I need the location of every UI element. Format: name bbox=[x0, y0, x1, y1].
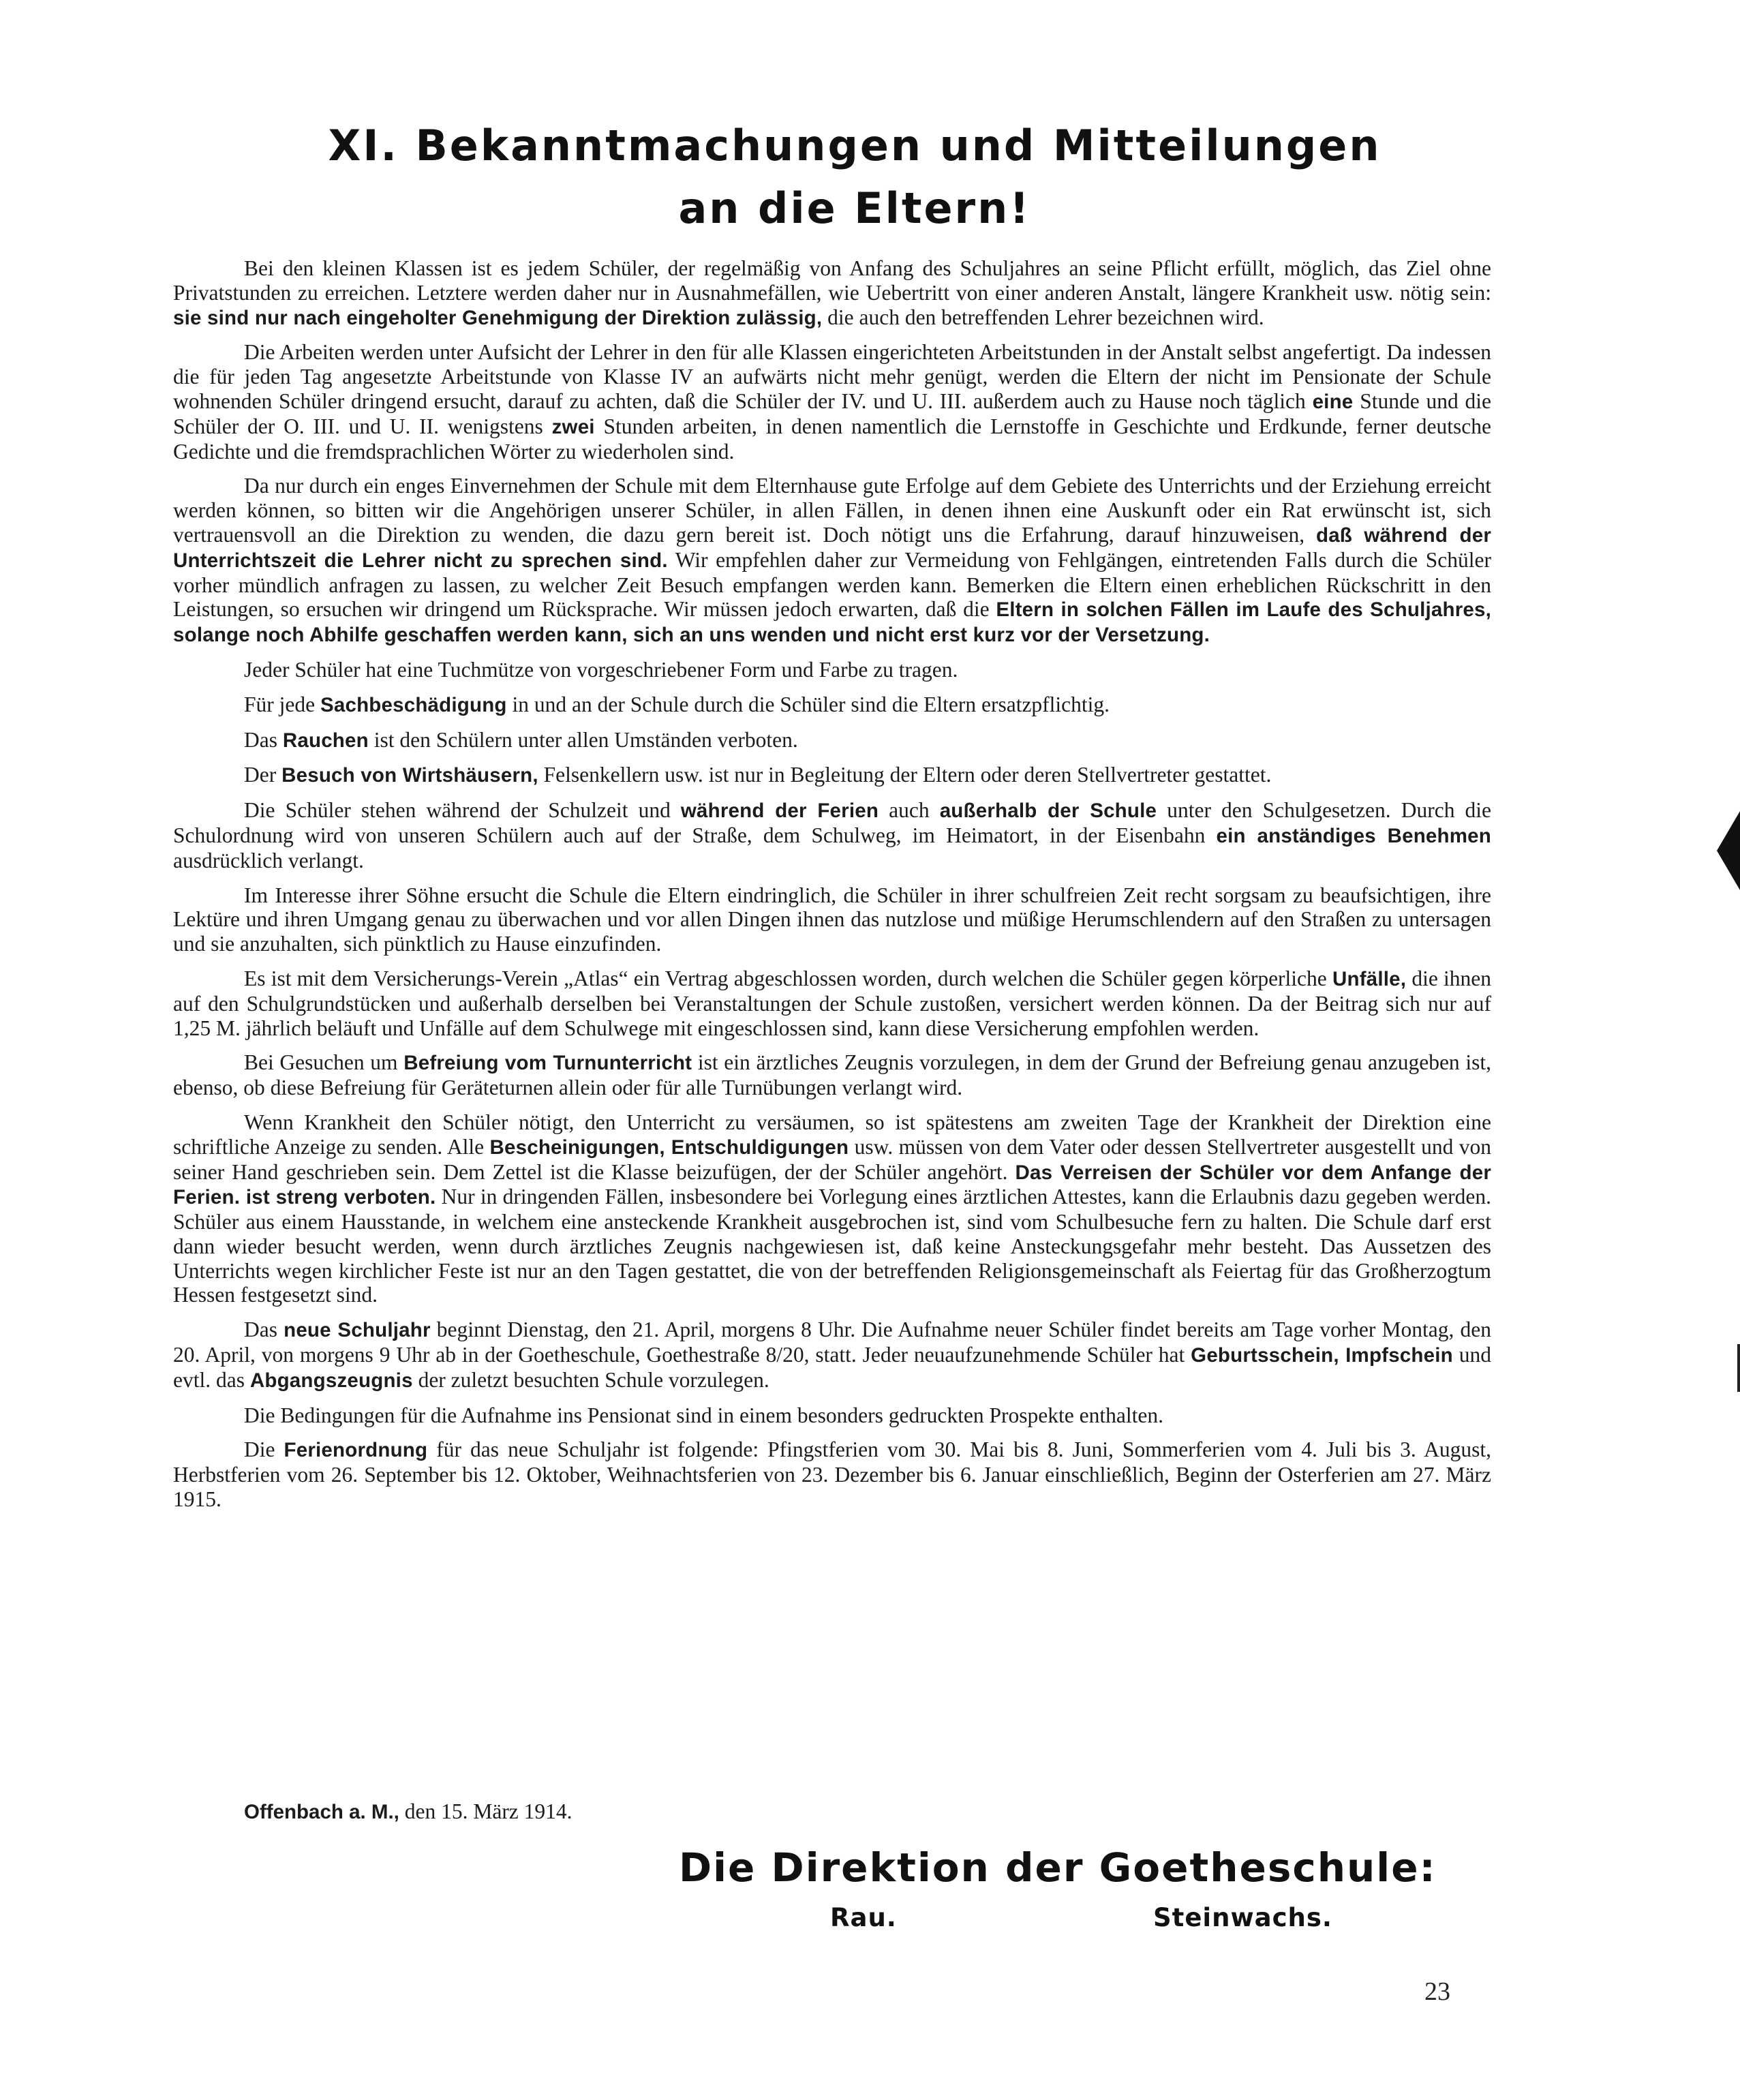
paragraph bbox=[173, 1050, 1491, 1100]
paragraph bbox=[173, 883, 1491, 956]
emphasized-text: zwei bbox=[551, 415, 595, 438]
paragraph bbox=[173, 474, 1491, 648]
emphasized-text: Unfälle, bbox=[1332, 967, 1407, 990]
emphasized-text: während der Ferien bbox=[680, 800, 879, 823]
emphasized-text: Befreiung vom Turnunterricht bbox=[403, 1052, 692, 1075]
signature-heading: Die Direktion der Goetheschule: bbox=[679, 1844, 1437, 1891]
text-segment: beginnt Dienstag, den 21. April, morgens 8 Uhr. Die Aufnahme neuer Schüler findet bereits am Tage vorher Montag, den 20. April, von morgens 9 Uhr ab in der Goetheschule, Goethestraße 8/20, statt. Jeder neuaufzunehmende Schüler hat bbox=[173, 1318, 1491, 1367]
emphasized-text: Ferienordnung bbox=[284, 1439, 428, 1462]
text-segment: Wir empfehlen daher zur Vermeidung von Fehlgängen, eintretenden Falls durch die Schüler vorher mündlich anfragen zu lassen, zu welcher Zeit Besuch empfangen werden kann. Bemerken die Eltern einen erheblichen Rückschritt in den Leistungen, so ersuchen wir dringend um Rücksprache. Wir müssen jedoch erwarten, daß die bbox=[173, 547, 1491, 622]
text-segment: Die Arbeiten werden unter Aufsicht der Lehrer in den für alle Klassen eingerichteten Arbeitstunden in der Anstalt selbst angefertigt. Da indessen die für jeden Tag angesetzte Arbeitstunde von Klasse IV an aufwärts nicht mehr genügt, werden die Eltern der nicht im Pensionate der Schule wohnenden Schüler dringend ersucht, darauf zu achten, daß die Schüler der IV. und U. III. außerdem auch zu Hause noch täglich bbox=[173, 340, 1491, 413]
text-segment: Es ist mit dem Versicherungs-Verein „Atlas“ ein Vertrag abgeschlossen worden, durch welchen die Schüler gegen körperliche bbox=[244, 966, 1332, 990]
text-segment: Bei den kleinen Klassen ist es jedem Schüler, der regelmäßig von Anfang des Schuljahres an seine Pflicht erfüllt, möglich, das Ziel ohne Privatstunden zu erreichen. Letztere werden daher nur in Ausnahmefällen, wie Uebertritt von einer anderen Anstalt, längere Krankheit usw. nötig sein: bbox=[173, 256, 1491, 305]
paragraph bbox=[173, 1437, 1491, 1511]
signer-name: Steinwachs. bbox=[1153, 1903, 1332, 1932]
paragraph bbox=[173, 658, 1491, 682]
emphasized-text: Das Verreisen der Schüler vor dem Anfange der Ferien. ist streng verboten. bbox=[173, 1161, 1491, 1209]
text-segment: Im Interesse ihrer Söhne ersucht die Schule die Eltern eindringlich, die Schüler in ihrer schulfreien Zeit recht sorgsam zu beaufsichtigen, ihre Lektüre und ihren Umgang genau zu überwachen und vor allen Dingen ihnen das nutzlose und müßige Herumschlendern auf den Straßen zu untersagen und sie anzuhalten, sich pünktlich zu Hause einzufinden. bbox=[173, 883, 1491, 956]
emphasized-text: Bescheinigungen, Entschuldigungen bbox=[489, 1136, 849, 1159]
page-edge-mark bbox=[1717, 811, 1740, 890]
emphasized-text: Besuch von Wirtshäusern, bbox=[281, 764, 538, 787]
text-segment: für das neue Schuljahr ist folgende: Pfingstferien vom 30. Mai bis 8. Juni, Sommerferien vom 4. Juli bis 3. August, Herbstferien vom 26. September bis 12. Oktober, Weihnachtsferien von 23. Dezember bis 6. Januar einschließlich, Beginn der Osterferien am 27. März 1915. bbox=[173, 1437, 1491, 1512]
text-segment: Bei Gesuchen um bbox=[244, 1050, 404, 1075]
page-edge-line bbox=[1737, 1344, 1740, 1392]
paragraph bbox=[173, 340, 1491, 463]
text-segment: Die bbox=[244, 1437, 284, 1462]
announcement-body bbox=[173, 256, 1491, 1522]
text-segment: der zuletzt besuchten Schule vorzulegen. bbox=[412, 1367, 769, 1392]
emphasized-text: Sachbeschädigung bbox=[320, 693, 507, 716]
emphasized-text: Eltern in solchen Fällen im Laufe des Schuljahres, solange noch Abhilfe geschaffen werden kann, sich an uns wenden und nicht erst kurz vor der Versetzung. bbox=[173, 598, 1491, 647]
emphasized-text: daß während der Unterrichtszeit die Lehrer nicht zu sprechen sind. bbox=[173, 523, 1492, 572]
text-segment: Wenn Krankheit den Schüler nötigt, den Unterricht zu versäumen, so ist spätestens am zweiten Tage der Krankheit der Direktion eine schriftliche Anzeige zu senden. Alle bbox=[173, 1110, 1491, 1159]
text-segment: in und an der Schule durch die Schüler sind die Eltern ersatzpflichtig. bbox=[506, 692, 1110, 716]
text-segment: ist ein ärztliches Zeugnis vorzulegen, in dem der Grund der Befreiung genau anzugeben ist, ebenso, ob diese Befreiung für Geräteturnen allein oder für alle Turnübungen verlangt wird. bbox=[173, 1050, 1491, 1100]
paragraph bbox=[173, 798, 1491, 872]
paragraph bbox=[173, 728, 1491, 753]
text-segment: auch bbox=[879, 798, 940, 823]
text-segment: Stunde und die Schüler der O. III. und U. II. wenigstens bbox=[173, 389, 1491, 438]
text-segment: usw. müssen von dem Vater oder dessen Stellvertreter ausgestellt und von seiner Hand geschrieben sein. Dem Zettel ist die Klasse beizufügen, der der Schüler angehört. bbox=[173, 1134, 1491, 1184]
date: den 15. März 1914. bbox=[399, 1799, 573, 1823]
text-segment: Das bbox=[244, 727, 283, 752]
text-segment: Für jede bbox=[244, 692, 320, 716]
signer-name: Rau. bbox=[830, 1903, 897, 1932]
paragraph bbox=[173, 1318, 1491, 1393]
emphasized-text: ein anständiges Benehmen bbox=[1216, 824, 1491, 847]
emphasized-text: Abgangszeugnis bbox=[249, 1369, 413, 1392]
paragraph bbox=[173, 693, 1491, 718]
emphasized-text: sie sind nur nach eingeholter Genehmigung der Direktion zulässig, bbox=[173, 306, 823, 329]
text-segment: Da nur durch ein enges Einvernehmen der Schule mit dem Elternhause gute Erfolge auf dem Gebiete des Unterrichts und der Erziehung erreicht werden können, so bitten wir die Angehörigen unserer Schüler, in allen Fällen, in denen ihnen eine Auskunft oder ein Rat erwünscht ist, sich vertrauensvoll an die Direktion zu wenden, die dazu gern bereit ist. Doch nötigt uns die Erfahrung, darauf hinzuweisen, bbox=[173, 474, 1491, 547]
text-segment: Felsenkellern usw. ist nur in Begleitung der Eltern oder deren Stellvertreter gestattet. bbox=[538, 763, 1272, 787]
text-segment: die ihnen auf den Schulgrundstücken und außerhalb derselben bei Veranstaltungen der Schule zustoßen, versichert werden können. Da der Beitrag sich nur auf 1,25 M. jährlich beläuft und Unfälle auf dem Schulwege mit eingeschlossen sind, kann diese Versicherung empfohlen werden. bbox=[173, 966, 1491, 1040]
place-date-line bbox=[244, 1799, 573, 1824]
page-number: 23 bbox=[1424, 1977, 1450, 2006]
text-segment: ausdrücklich verlangt. bbox=[173, 848, 364, 872]
emphasized-text: Geburtsschein, Impfschein bbox=[1191, 1344, 1453, 1367]
title-line-1: XI. Bekanntmachungen und Mitteilungen bbox=[328, 121, 1382, 170]
paragraph bbox=[173, 763, 1491, 788]
paragraph bbox=[173, 1110, 1491, 1307]
text-segment: Die Bedingungen für die Aufnahme ins Pensionat sind in einem besonders gedruckten Prospekte enthalten. bbox=[244, 1403, 1163, 1427]
emphasized-text: neue Schuljahr bbox=[284, 1319, 431, 1342]
place: Offenbach a. M., bbox=[244, 1801, 399, 1823]
text-segment: Jeder Schüler hat eine Tuchmütze von vorgeschriebener Form und Farbe zu tragen. bbox=[244, 657, 958, 682]
text-segment: die auch den betreffenden Lehrer bezeichnen wird. bbox=[822, 305, 1264, 329]
text-segment: unter den Schulgesetzen. Durch die Schulordnung wird von unseren Schülern auch auf der Straße, dem Schulweg, im Heimatort, in der Eisenbahn bbox=[173, 798, 1492, 847]
paragraph bbox=[173, 1403, 1491, 1428]
text-segment: Nur in dringenden Fällen, insbesondere bei Vorlegung eines ärztlichen Attestes, kann die Erlaubnis dazu gegeben werden. Schüler aus einem Hausstande, in welchem eine ansteckende Krankheit ausgebrochen ist, sind vom Schulbesuche fern zu halten. Die Schule darf erst dann wieder besucht werden, wenn durch ärztliches Zeugnis nachgewiesen ist, daß keine Ansteckungsgefahr mehr besteht. Das Aussetzen des Unterrichts wegen kirchlicher Feste ist nur an den Tagen gestattet, die von der betreffenden Religionsgemeinschaft als Feiertag für das Großherzogtum Hessen festgesetzt sind. bbox=[173, 1185, 1491, 1307]
page-title bbox=[173, 115, 1536, 240]
paragraph bbox=[173, 256, 1491, 330]
text-segment: Die Schüler stehen während der Schulzeit und bbox=[244, 798, 681, 823]
text-segment: ist den Schülern unter allen Umständen verboten. bbox=[368, 727, 798, 752]
text-segment: Stunden arbeiten, in denen namentlich die Lernstoffe in Geschichte und Erdkunde, ferner deutsche Gedichte und die fremdsprachlichen Wörter zu wiederholen sind. bbox=[173, 414, 1491, 463]
text-segment: und evtl. das bbox=[173, 1343, 1491, 1392]
emphasized-text: Rauchen bbox=[282, 729, 369, 752]
paragraph bbox=[173, 967, 1491, 1040]
emphasized-text: eine bbox=[1312, 390, 1354, 413]
emphasized-text: außerhalb der Schule bbox=[939, 800, 1157, 823]
text-segment: Der bbox=[244, 763, 282, 787]
text-segment: Das bbox=[244, 1318, 284, 1342]
title-line-2: an die Eltern! bbox=[678, 183, 1031, 233]
